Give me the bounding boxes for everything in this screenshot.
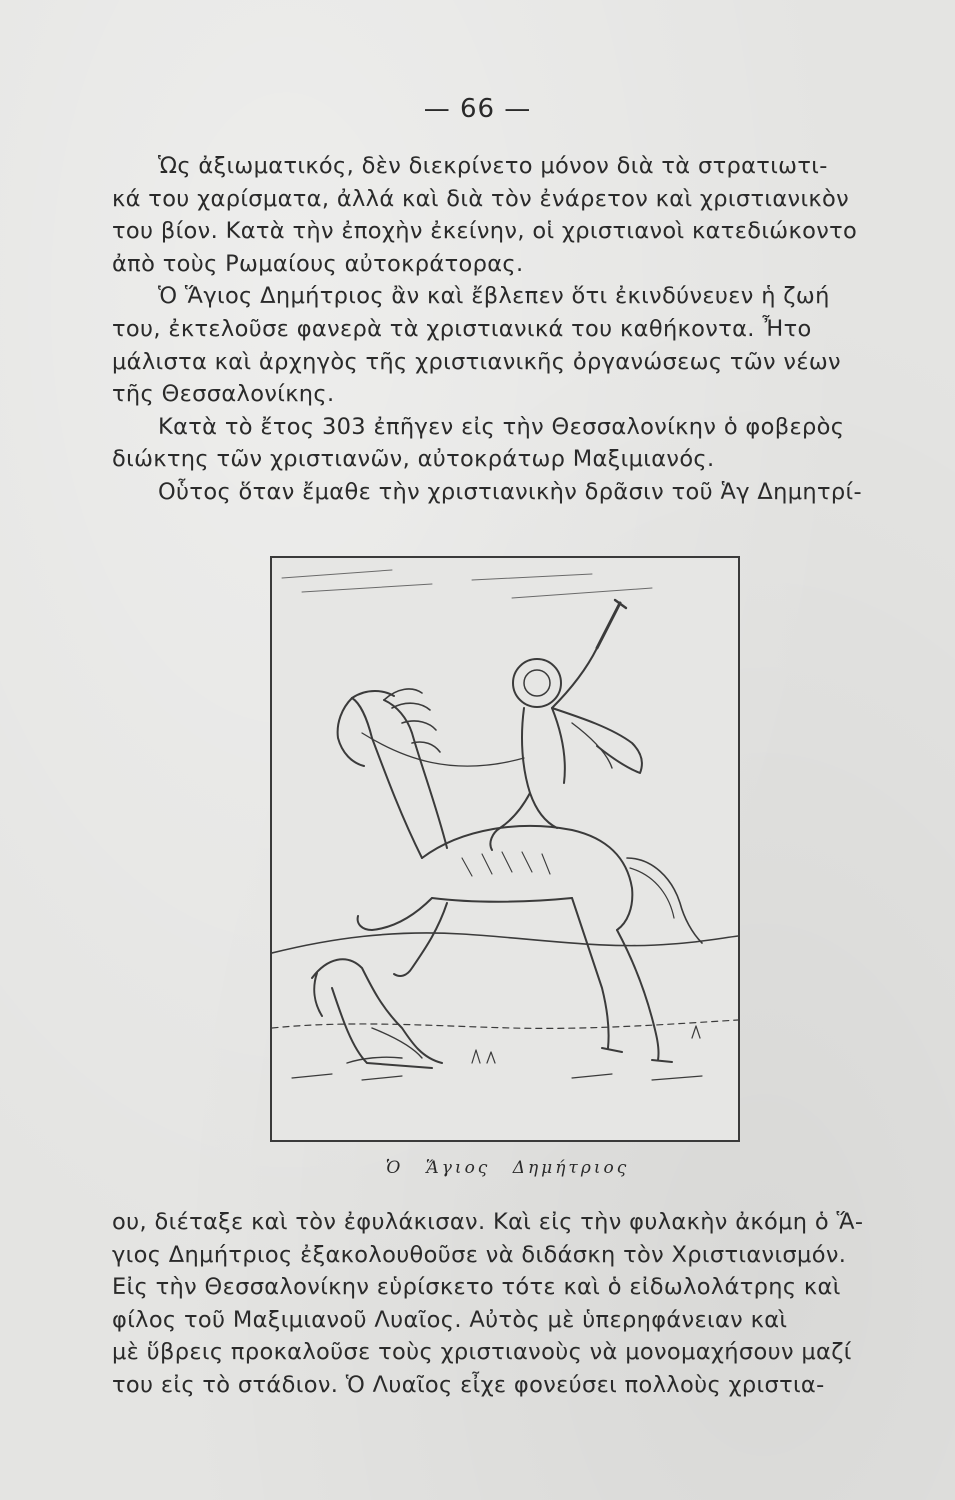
text-block-bottom (112, 1206, 912, 1402)
text-line: κά του χαρίσματα, ἀλλά καὶ διὰ τὸν ἐνάρετον καὶ χριστιανικὸν (112, 185, 850, 212)
text-line: φίλος τοῦ Μαξιμιανοῦ Λυαῖος. Αὐτὸς μὲ ὑπερηφάνειαν καὶ (112, 1306, 788, 1333)
text-line: γιος Δημήτριος ἐξακολουθοῦσε νὰ διδάσκη τὸν Χριστιανισμόν. (112, 1241, 847, 1268)
text-line: Ὁ Ἅγιος Δημήτριος ἂν καὶ ἔβλεπεν ὅτι ἐκινδύνευεν ἡ ζωή (158, 283, 830, 310)
text-line: μὲ ὕβρεις προκαλοῦσε τοὺς χριστιανοὺς νὰ μονομαχήσουν μαζί (112, 1339, 852, 1366)
text-line: Κατὰ τὸ ἔτος 303 ἐπῆγεν εἰς τὴν Θεσσαλονίκην ὁ φοβερὸς (158, 413, 845, 440)
text-line: του βίον. Κατὰ τὴν ἐποχὴν ἐκείνην, οἱ χριστιανοὶ κατεδιώκοντο (112, 218, 858, 245)
illustration-frame (270, 556, 740, 1142)
text-line: διώκτης τῶν χριστιανῶν, αὐτοκράτωρ Μαξιμιανός. (112, 446, 715, 473)
text-line: ου, διέταξε καὶ τὸν ἐφυλάκισαν. Καὶ εἰς τὴν φυλακὴν ἀκόμη ὁ Ἅ- (112, 1209, 864, 1235)
text-block-top (112, 150, 912, 509)
text-line: Ὡς ἀξιωματικός, δὲν διεκρίνετο μόνον διὰ τὰ στρατιωτι- (158, 153, 828, 179)
text-line: του εἰς τὸ στάδιον. Ὁ Λυαῖος εἶχε φονεύσει πολλοὺς χριστια- (112, 1371, 825, 1398)
text-line: τῆς Θεσσαλονίκης. (112, 381, 335, 408)
text-line: ἀπὸ τοὺς Ρωμαίους αὐτοκράτορας. (112, 250, 524, 277)
text-line: μάλιστα καὶ ἀρχηγὸς τῆς χριστιανικῆς ὀργανώσεως τῶν νέων (112, 348, 841, 375)
page-number: — 66 — (423, 94, 532, 124)
text-line: Εἰς τὴν Θεσσαλονίκην εὑρίσκετο τότε καὶ ὁ εἰδωλολάτρης καὶ (112, 1274, 841, 1301)
figure-caption: Ὁ Ἅγιος Δημήτριος (385, 1158, 630, 1178)
saint-demetrius-illustration (272, 558, 738, 1140)
text-line: Οὗτος ὅταν ἔμαθε τὴν χριστιανικὴν δρᾶσιν τοῦ Ἁγ Δημητρί- (158, 478, 862, 505)
text-line: του, ἐκτελοῦσε φανερὰ τὰ χριστιανικά του καθήκοντα. Ἦτο (112, 315, 812, 342)
